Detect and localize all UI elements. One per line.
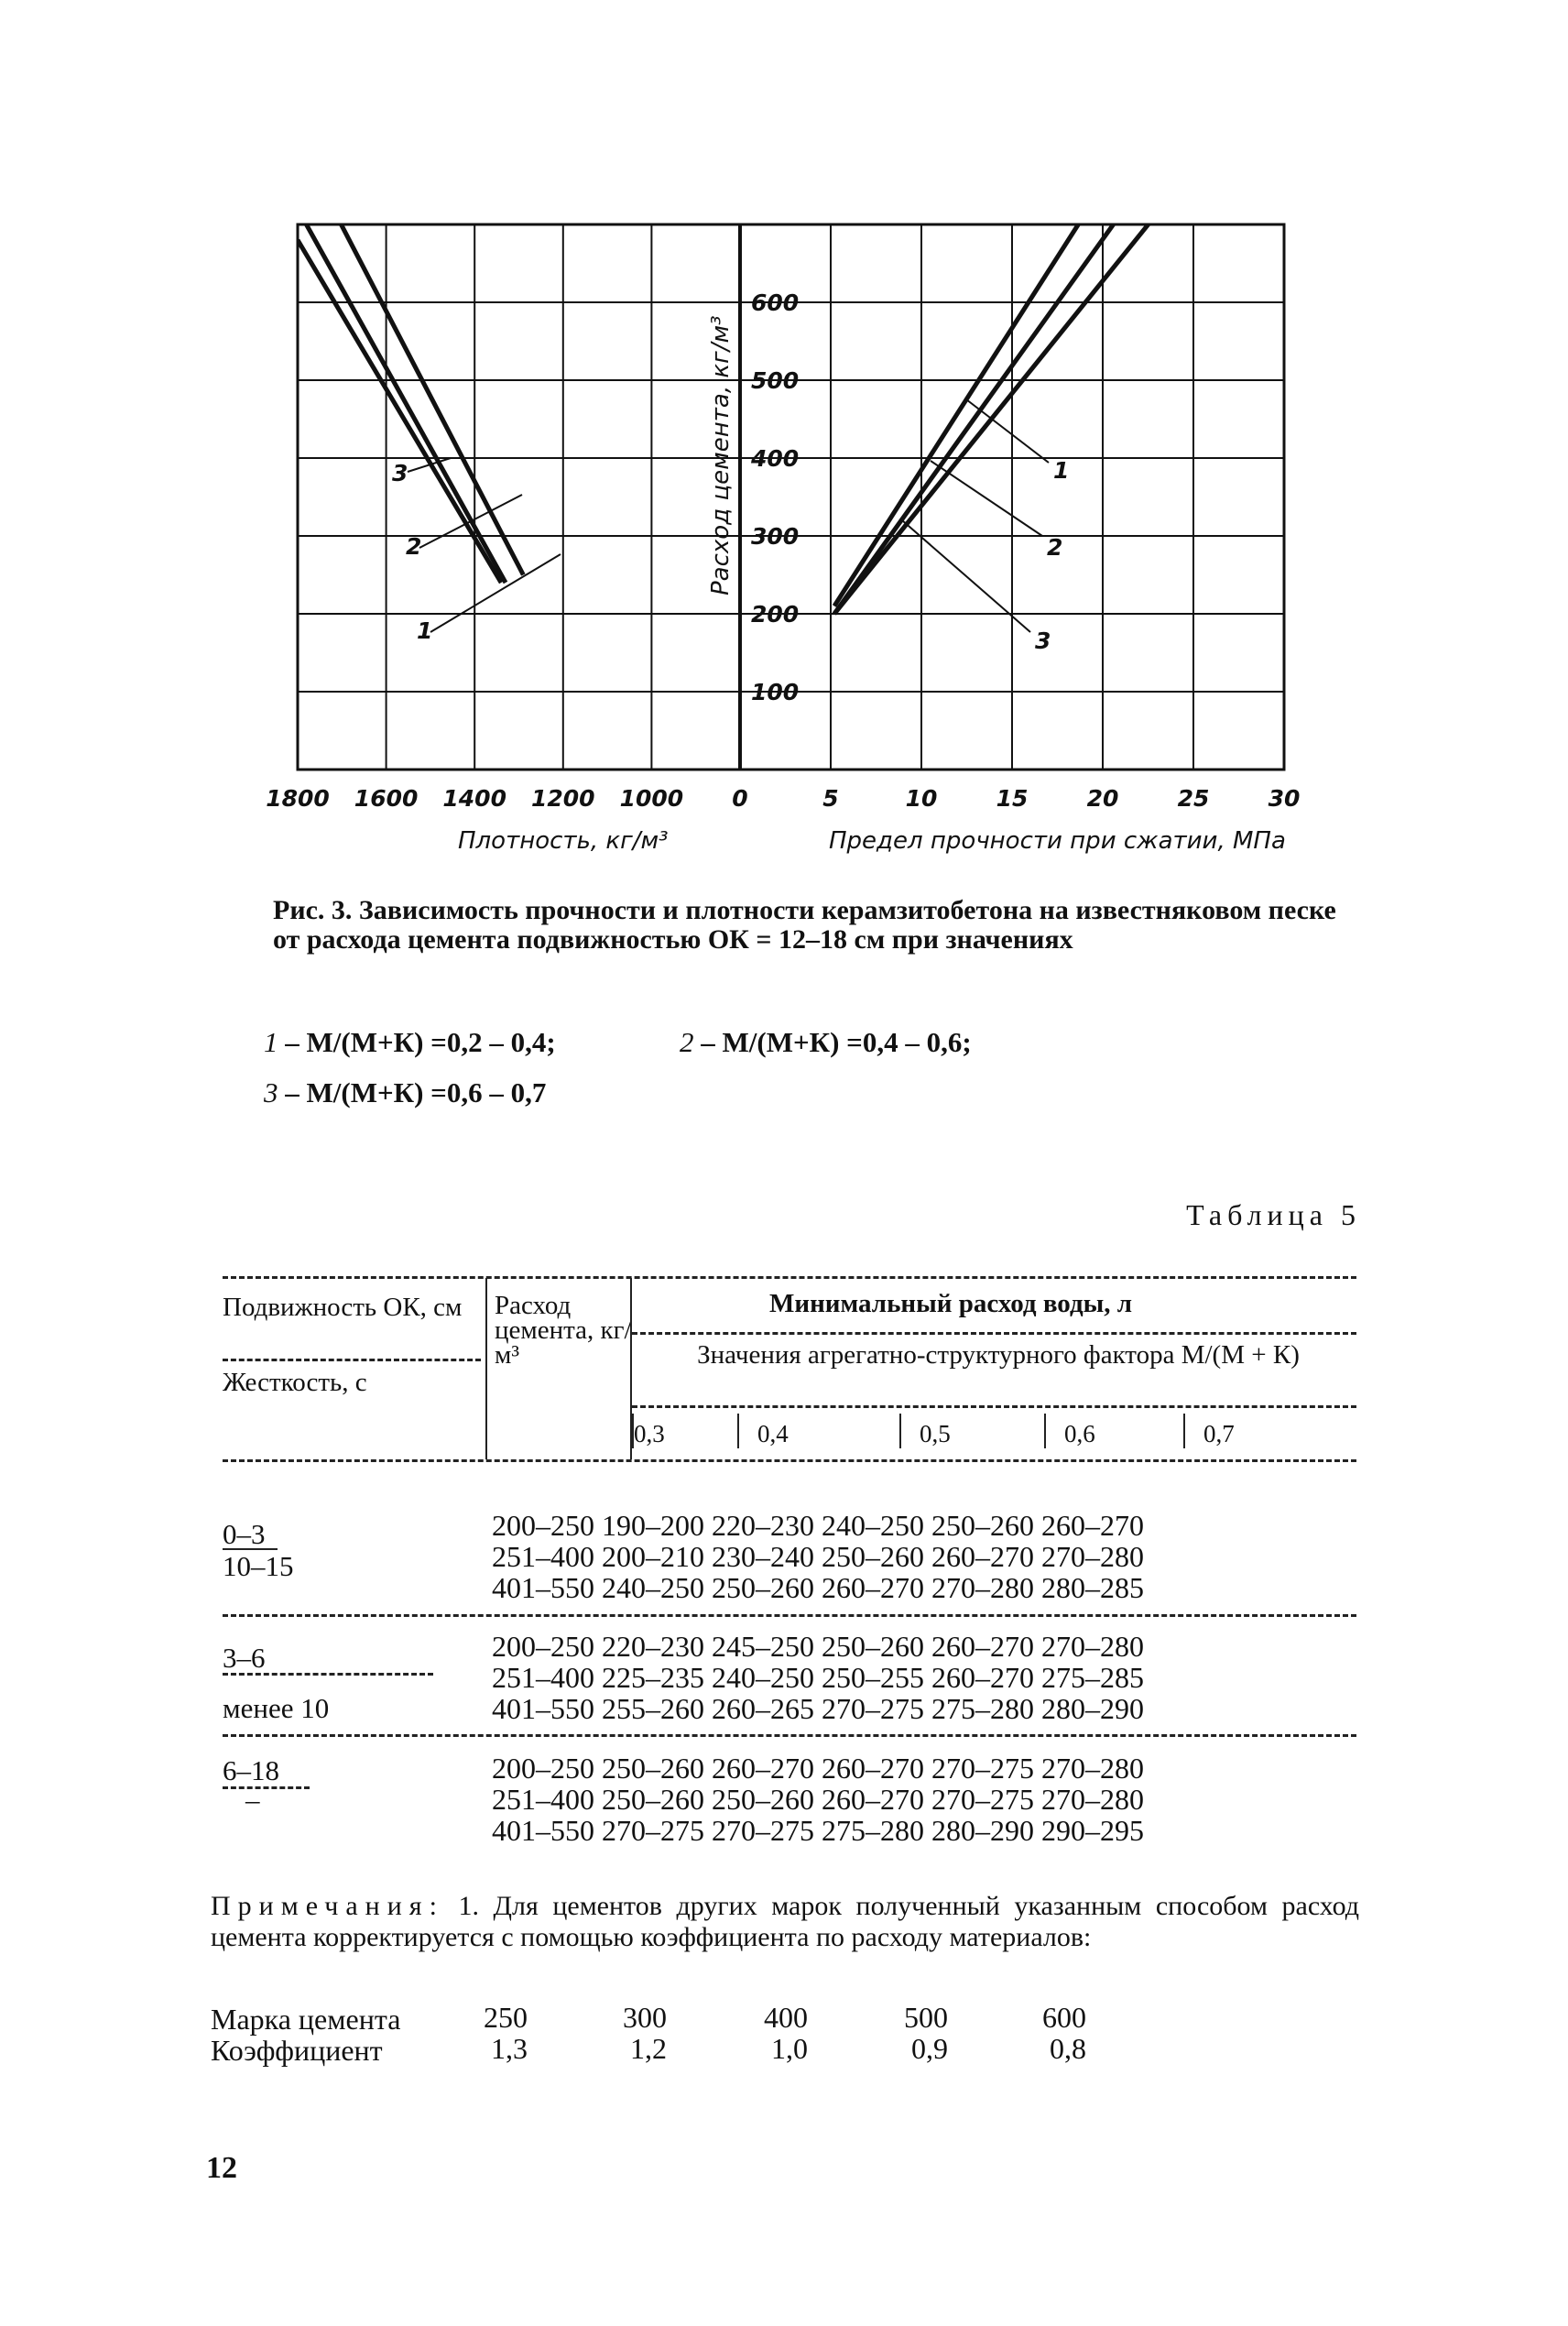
x-tick-label-right: 30 [1268, 785, 1301, 812]
brand-value: 250 [484, 2001, 528, 2034]
brand-value: 400 [764, 2001, 808, 2034]
curve-label-left: 1 [417, 617, 433, 644]
legend-item-1 [264, 1026, 556, 1059]
y-tick-label: 500 [751, 367, 800, 394]
group3-row1: 200–250 250–260 260–270 260–270 270–275 270–280 [492, 1752, 1144, 1785]
y-tick-label: 200 [751, 601, 800, 628]
factor-divider [737, 1414, 739, 1448]
legend-item-2 [680, 1026, 972, 1059]
table-title: Таблица 5 [1186, 1198, 1361, 1231]
dependency-chart [0, 0, 1568, 879]
group1-row2: 251–400 200–210 230–240 250–260 260–270 270–280 [492, 1540, 1144, 1573]
fraction-bar [223, 1673, 433, 1676]
chart-labels [266, 289, 1300, 812]
x-axis-title-left: Плотность, кг/м³ [458, 827, 669, 855]
y-tick-label: 400 [751, 445, 800, 472]
x-tick-label-left: 1000 [619, 785, 684, 812]
x-tick-label-right: 15 [996, 785, 1029, 812]
header-stiffness: Жесткость, с [223, 1368, 367, 1397]
curve-label-right: 1 [1053, 457, 1070, 484]
group1-row3: 401–550 240–250 250–260 260–270 270–280 280–285 [492, 1571, 1144, 1604]
curve-right-3 [834, 209, 1160, 614]
table-rule [632, 1405, 1356, 1408]
table-rule [223, 1276, 1356, 1279]
table-rule [223, 1614, 1356, 1617]
legend-num: 3 [264, 1076, 278, 1108]
factor-divider [899, 1414, 901, 1448]
group3-row2: 251–400 250–260 250–260 260–270 270–275 270–280 [492, 1783, 1144, 1816]
factor-value: 0,5 [920, 1420, 951, 1447]
brand-value: 300 [623, 2001, 667, 2034]
brand-label: Марка цемента [211, 2003, 401, 2036]
legend-text: – М/(М+К) =0,4 – 0,6; [693, 1026, 972, 1058]
x-tick-label-right: 10 [905, 785, 938, 812]
x-tick-label-left: 1800 [266, 785, 330, 812]
x-tick-label-left: 0 [732, 785, 748, 812]
curve-left-1 [298, 240, 501, 583]
curve-right-2 [834, 209, 1125, 614]
legend-num: 2 [680, 1026, 694, 1058]
leader-line-right [966, 399, 1049, 463]
table-rule [632, 1332, 1356, 1335]
x-tick-label-right: 25 [1177, 785, 1210, 812]
x-tick-label-left: 1400 [442, 785, 506, 812]
factor-value: 0,6 [1064, 1420, 1095, 1447]
factor-divider [1183, 1414, 1185, 1448]
header-cement: Расход цемента, кг/м³ [495, 1291, 632, 1370]
coefficient-value: 1,2 [630, 2032, 667, 2065]
factor-divider [1044, 1414, 1046, 1448]
curve-left-3 [333, 209, 524, 575]
curve-label-right: 3 [1035, 628, 1051, 654]
header-water: Минимальный расход воды, л [769, 1289, 1133, 1318]
fraction-bar [223, 1786, 310, 1789]
group2-row2: 251–400 225–235 240–250 250–255 260–270 275–285 [492, 1661, 1144, 1694]
leader-line-right [931, 461, 1042, 536]
header-mobility: Подвижность ОК, см [223, 1293, 463, 1322]
group2-row1: 200–250 220–230 245–250 250–260 260–270 270–280 [492, 1630, 1144, 1663]
group1-row1: 200–250 190–200 220–230 240–250 250–260 260–270 [492, 1509, 1144, 1542]
brand-value: 500 [904, 2001, 948, 2034]
factor-value: 0,4 [757, 1420, 789, 1447]
group2-ok: 3–6 [223, 1642, 266, 1674]
group1-stiffness: 10–15 [223, 1550, 294, 1582]
x-tick-label-left: 1600 [354, 785, 419, 812]
coefficient-value: 0,8 [1050, 2032, 1086, 2065]
factor-value: 0,7 [1203, 1420, 1235, 1447]
curve-label-right: 2 [1047, 534, 1063, 561]
notes [211, 1891, 1359, 1953]
group3-stiffness: – [245, 1784, 260, 1816]
curve-label-left: 3 [392, 460, 408, 486]
x-tick-label-right: 20 [1086, 785, 1119, 812]
coefficient-value: 1,3 [491, 2032, 528, 2065]
header-factor: Значения агрегатно-структурного фактора М/(М + К) [697, 1340, 1300, 1370]
brand-value: 600 [1042, 2001, 1086, 2034]
group2-row3: 401–550 255–260 260–265 270–275 275–280 280–290 [492, 1692, 1144, 1725]
coefficient-value: 0,9 [911, 2032, 948, 2065]
coefficient-label: Коэффициент [211, 2034, 383, 2067]
table-rule [223, 1459, 1356, 1462]
notes-heading: Примечания: [211, 1891, 444, 1921]
y-tick-label: 600 [751, 289, 800, 316]
legend-num: 1 [264, 1026, 278, 1058]
y-tick-label: 100 [751, 679, 800, 705]
group2-stiffness: менее 10 [223, 1692, 330, 1724]
page-number: 12 [206, 2151, 237, 2185]
factor-value: 0,3 [634, 1420, 665, 1447]
group1-ok: 0–3 [223, 1518, 266, 1550]
x-tick-label-right: 5 [822, 785, 839, 812]
notes-text: 1. Для цементов других марок полученный указанным способом расход цемента корректируется с помощью коэффициента по расходу материалов: [211, 1891, 1359, 1952]
legend-text: – М/(М+К) =0,6 – 0,7 [278, 1076, 547, 1108]
curve-label-left: 2 [406, 533, 422, 560]
y-axis-title: Расход цемента, кг/м³ [707, 315, 735, 595]
legend-item-3 [264, 1076, 546, 1109]
coefficient-value: 1,0 [771, 2032, 808, 2065]
group3-ok: 6–18 [223, 1754, 279, 1786]
table-rule [223, 1359, 481, 1361]
y-tick-label: 300 [751, 523, 800, 550]
group3-row3: 401–550 270–275 270–275 275–280 280–290 290–295 [492, 1814, 1144, 1847]
x-axis-title-right: Предел прочности при сжатии, МПа [829, 827, 1286, 855]
table-rule [223, 1734, 1356, 1737]
x-tick-label-left: 1200 [531, 785, 595, 812]
table-divider [485, 1278, 487, 1459]
figure-caption: Рис. 3. Зависимость прочности и плотности керамзитобетона на известняковом песке от расхода цемента подвижностью ОК = 12–18 см при значениях [273, 895, 1336, 955]
legend-text: – М/(М+К) =0,2 – 0,4; [278, 1026, 556, 1058]
